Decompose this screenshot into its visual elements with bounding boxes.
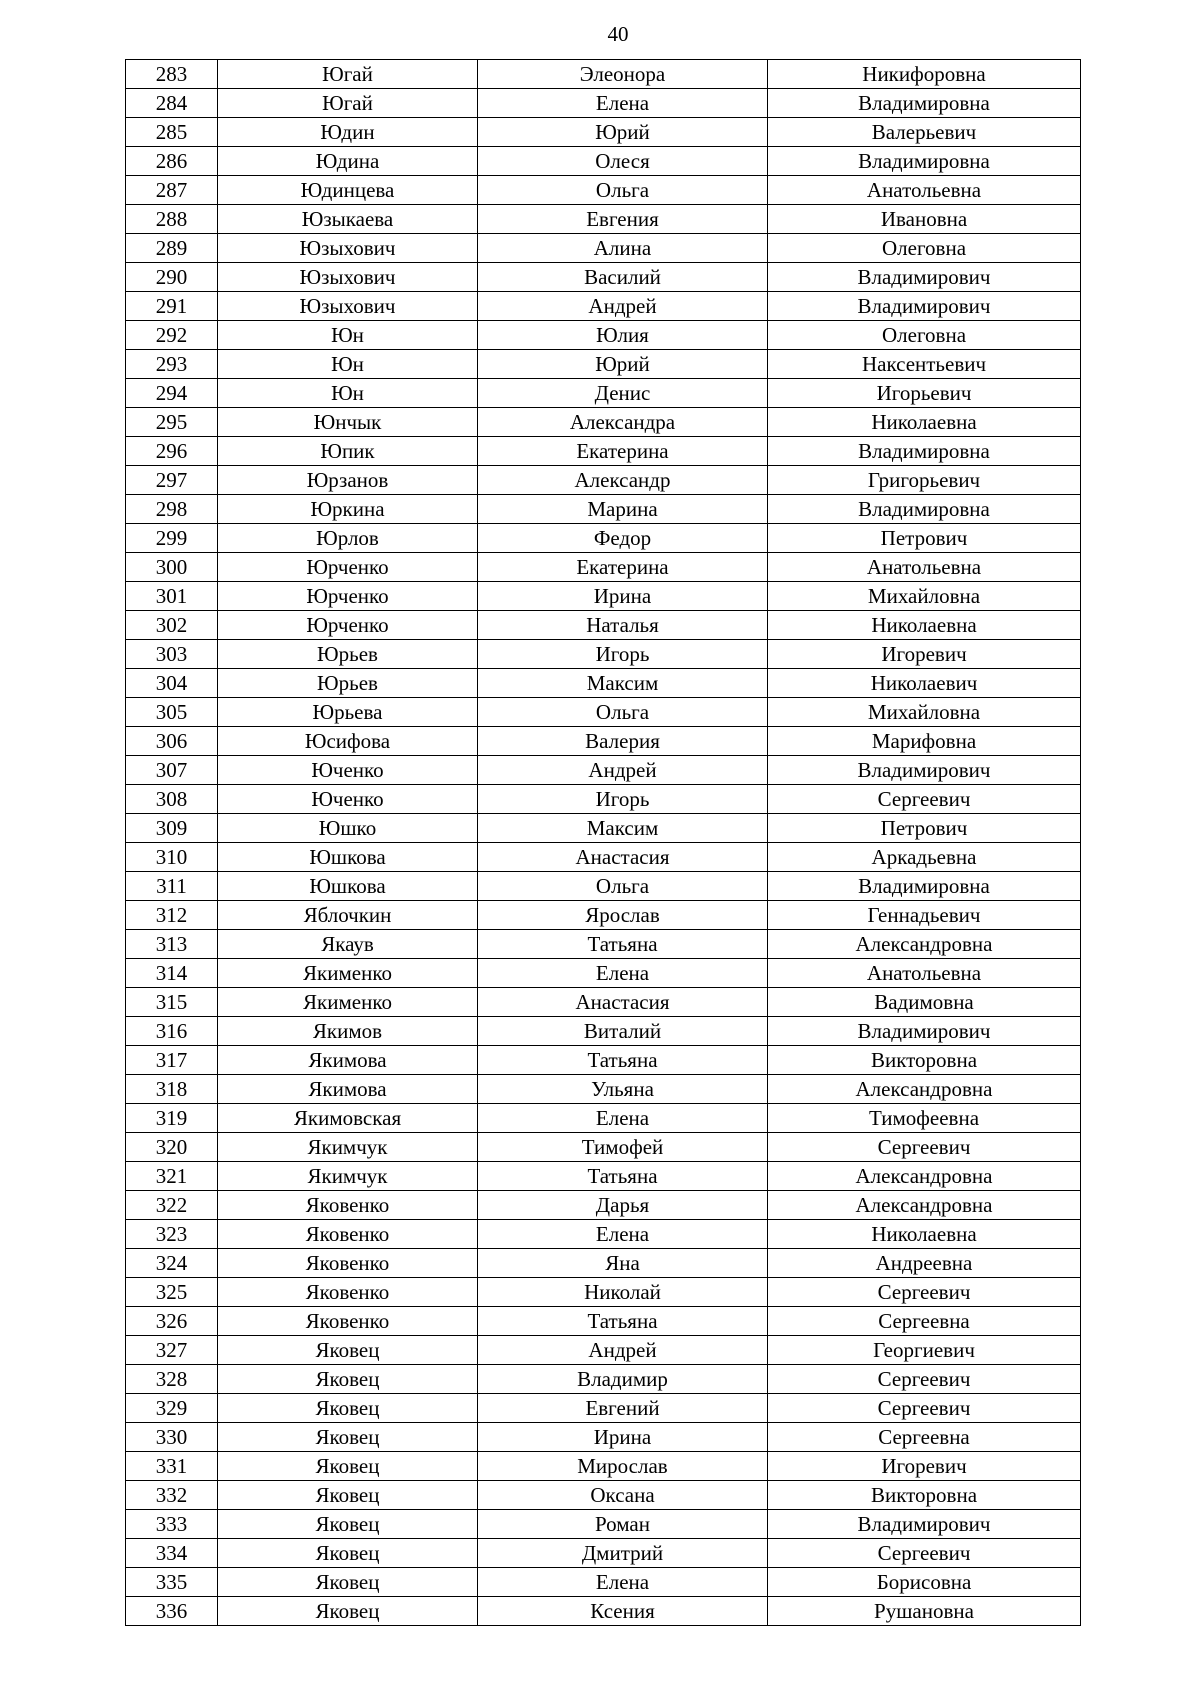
row-number-cell: 326 [126, 1307, 218, 1336]
last-name-cell: Яковец [218, 1481, 478, 1510]
table-row [126, 1220, 1081, 1249]
last-name-cell: Якимчук [218, 1162, 478, 1191]
last-name-cell: Юшко [218, 814, 478, 843]
patronymic-cell: Владимировна [768, 437, 1081, 466]
last-name-cell: Якимова [218, 1075, 478, 1104]
table-row [126, 1336, 1081, 1365]
first-name-cell: Денис [478, 379, 768, 408]
first-name-cell: Ольга [478, 698, 768, 727]
patronymic-cell: Александровна [768, 930, 1081, 959]
row-number-cell: 303 [126, 640, 218, 669]
first-name-cell: Игорь [478, 640, 768, 669]
row-number-cell: 324 [126, 1249, 218, 1278]
patronymic-cell: Владимировна [768, 495, 1081, 524]
patronymic-cell: Игоревич [768, 1452, 1081, 1481]
page-number: 40 [607, 22, 629, 46]
row-number-cell: 310 [126, 843, 218, 872]
table-row [126, 350, 1081, 379]
last-name-cell: Югай [218, 60, 478, 89]
patronymic-cell: Александровна [768, 1191, 1081, 1220]
first-name-cell: Федор [478, 524, 768, 553]
first-name-cell: Дарья [478, 1191, 768, 1220]
last-name-cell: Якимова [218, 1046, 478, 1075]
first-name-cell: Елена [478, 959, 768, 988]
row-number-cell: 296 [126, 437, 218, 466]
patronymic-cell: Вадимовна [768, 988, 1081, 1017]
last-name-cell: Юн [218, 350, 478, 379]
last-name-cell: Яковец [218, 1336, 478, 1365]
last-name-cell: Юрзанов [218, 466, 478, 495]
first-name-cell: Олеся [478, 147, 768, 176]
last-name-cell: Якаув [218, 930, 478, 959]
table-row [126, 1365, 1081, 1394]
first-name-cell: Татьяна [478, 930, 768, 959]
first-name-cell: Татьяна [478, 1046, 768, 1075]
last-name-cell: Яковенко [218, 1191, 478, 1220]
patronymic-cell: Александровна [768, 1162, 1081, 1191]
table-row [126, 1423, 1081, 1452]
first-name-cell: Виталий [478, 1017, 768, 1046]
row-number-cell: 297 [126, 466, 218, 495]
patronymic-cell: Игоревич [768, 640, 1081, 669]
patronymic-cell: Владимировна [768, 147, 1081, 176]
patronymic-cell: Владимирович [768, 756, 1081, 785]
row-number-cell: 301 [126, 582, 218, 611]
table-row [126, 1510, 1081, 1539]
first-name-cell: Евгения [478, 205, 768, 234]
last-name-cell: Юзыхович [218, 263, 478, 292]
persons-table-body [126, 60, 1081, 1626]
row-number-cell: 336 [126, 1597, 218, 1626]
row-number-cell: 316 [126, 1017, 218, 1046]
table-row [126, 408, 1081, 437]
table-row [126, 756, 1081, 785]
last-name-cell: Яковец [218, 1394, 478, 1423]
row-number-cell: 285 [126, 118, 218, 147]
last-name-cell: Юрченко [218, 582, 478, 611]
last-name-cell: Юдин [218, 118, 478, 147]
patronymic-cell: Сергеевич [768, 1365, 1081, 1394]
last-name-cell: Якименко [218, 959, 478, 988]
patronymic-cell: Сергеевна [768, 1423, 1081, 1452]
row-number-cell: 289 [126, 234, 218, 263]
first-name-cell: Александра [478, 408, 768, 437]
last-name-cell: Юркина [218, 495, 478, 524]
row-number-cell: 290 [126, 263, 218, 292]
row-number-cell: 293 [126, 350, 218, 379]
row-number-cell: 335 [126, 1568, 218, 1597]
patronymic-cell: Борисовна [768, 1568, 1081, 1597]
table-row [126, 89, 1081, 118]
table-row [126, 1278, 1081, 1307]
last-name-cell: Юрченко [218, 611, 478, 640]
row-number-cell: 325 [126, 1278, 218, 1307]
last-name-cell: Якименко [218, 988, 478, 1017]
row-number-cell: 314 [126, 959, 218, 988]
patronymic-cell: Георгиевич [768, 1336, 1081, 1365]
last-name-cell: Юченко [218, 785, 478, 814]
patronymic-cell: Владимирович [768, 263, 1081, 292]
last-name-cell: Юзыкаева [218, 205, 478, 234]
patronymic-cell: Анатольевна [768, 176, 1081, 205]
persons-table [125, 59, 1081, 1626]
row-number-cell: 288 [126, 205, 218, 234]
patronymic-cell: Григорьевич [768, 466, 1081, 495]
patronymic-cell: Олеговна [768, 321, 1081, 350]
table-row [126, 988, 1081, 1017]
table-row [126, 582, 1081, 611]
last-name-cell: Юшкова [218, 843, 478, 872]
last-name-cell: Юрьева [218, 698, 478, 727]
last-name-cell: Юпик [218, 437, 478, 466]
patronymic-cell: Николаевич [768, 669, 1081, 698]
row-number-cell: 334 [126, 1539, 218, 1568]
table-row [126, 1249, 1081, 1278]
first-name-cell: Максим [478, 669, 768, 698]
table-row [126, 553, 1081, 582]
patronymic-cell: Николаевна [768, 1220, 1081, 1249]
last-name-cell: Яковенко [218, 1278, 478, 1307]
patronymic-cell: Рушановна [768, 1597, 1081, 1626]
last-name-cell: Юзыхович [218, 234, 478, 263]
last-name-cell: Яковец [218, 1568, 478, 1597]
row-number-cell: 286 [126, 147, 218, 176]
first-name-cell: Яна [478, 1249, 768, 1278]
first-name-cell: Валерия [478, 727, 768, 756]
patronymic-cell: Никифоровна [768, 60, 1081, 89]
last-name-cell: Яковенко [218, 1307, 478, 1336]
last-name-cell: Яковец [218, 1510, 478, 1539]
table-row [126, 263, 1081, 292]
first-name-cell: Юрий [478, 118, 768, 147]
last-name-cell: Юн [218, 321, 478, 350]
first-name-cell: Ксения [478, 1597, 768, 1626]
patronymic-cell: Владимирович [768, 1017, 1081, 1046]
last-name-cell: Юшкова [218, 872, 478, 901]
last-name-cell: Юченко [218, 756, 478, 785]
last-name-cell: Якимчук [218, 1133, 478, 1162]
first-name-cell: Андрей [478, 1336, 768, 1365]
first-name-cell: Татьяна [478, 1307, 768, 1336]
row-number-cell: 319 [126, 1104, 218, 1133]
table-row [126, 321, 1081, 350]
last-name-cell: Юн [218, 379, 478, 408]
patronymic-cell: Сергеевна [768, 1307, 1081, 1336]
last-name-cell: Яковенко [218, 1249, 478, 1278]
patronymic-cell: Петрович [768, 814, 1081, 843]
table-row [126, 930, 1081, 959]
first-name-cell: Ирина [478, 582, 768, 611]
table-row [126, 176, 1081, 205]
table-row [126, 466, 1081, 495]
table-row [126, 1568, 1081, 1597]
patronymic-cell: Сергеевич [768, 1394, 1081, 1423]
row-number-cell: 283 [126, 60, 218, 89]
row-number-cell: 292 [126, 321, 218, 350]
row-number-cell: 308 [126, 785, 218, 814]
last-name-cell: Яковец [218, 1423, 478, 1452]
patronymic-cell: Сергеевич [768, 1539, 1081, 1568]
row-number-cell: 321 [126, 1162, 218, 1191]
table-row [126, 60, 1081, 89]
row-number-cell: 329 [126, 1394, 218, 1423]
first-name-cell: Тимофей [478, 1133, 768, 1162]
row-number-cell: 295 [126, 408, 218, 437]
last-name-cell: Юсифова [218, 727, 478, 756]
first-name-cell: Роман [478, 1510, 768, 1539]
row-number-cell: 307 [126, 756, 218, 785]
row-number-cell: 306 [126, 727, 218, 756]
patronymic-cell: Андреевна [768, 1249, 1081, 1278]
patronymic-cell: Михайловна [768, 698, 1081, 727]
row-number-cell: 302 [126, 611, 218, 640]
patronymic-cell: Геннадьевич [768, 901, 1081, 930]
first-name-cell: Анастасия [478, 988, 768, 1017]
first-name-cell: Алина [478, 234, 768, 263]
table-row [126, 698, 1081, 727]
first-name-cell: Марина [478, 495, 768, 524]
table-row [126, 1481, 1081, 1510]
table-row [126, 1017, 1081, 1046]
row-number-cell: 313 [126, 930, 218, 959]
row-number-cell: 311 [126, 872, 218, 901]
first-name-cell: Николай [478, 1278, 768, 1307]
table-row [126, 1597, 1081, 1626]
last-name-cell: Юрченко [218, 553, 478, 582]
patronymic-cell: Владимировна [768, 89, 1081, 118]
patronymic-cell: Сергеевич [768, 785, 1081, 814]
row-number-cell: 291 [126, 292, 218, 321]
first-name-cell: Мирослав [478, 1452, 768, 1481]
table-row [126, 872, 1081, 901]
row-number-cell: 287 [126, 176, 218, 205]
row-number-cell: 327 [126, 1336, 218, 1365]
first-name-cell: Ольга [478, 872, 768, 901]
table-row [126, 1307, 1081, 1336]
table-row [126, 727, 1081, 756]
patronymic-cell: Александровна [768, 1075, 1081, 1104]
patronymic-cell: Анатольевна [768, 959, 1081, 988]
first-name-cell: Ярослав [478, 901, 768, 930]
patronymic-cell: Игорьевич [768, 379, 1081, 408]
first-name-cell: Александр [478, 466, 768, 495]
row-number-cell: 312 [126, 901, 218, 930]
last-name-cell: Юрьев [218, 640, 478, 669]
patronymic-cell: Петрович [768, 524, 1081, 553]
patronymic-cell: Викторовна [768, 1481, 1081, 1510]
row-number-cell: 315 [126, 988, 218, 1017]
last-name-cell: Юрьев [218, 669, 478, 698]
row-number-cell: 284 [126, 89, 218, 118]
last-name-cell: Якимовская [218, 1104, 478, 1133]
first-name-cell: Ирина [478, 1423, 768, 1452]
row-number-cell: 318 [126, 1075, 218, 1104]
first-name-cell: Максим [478, 814, 768, 843]
row-number-cell: 298 [126, 495, 218, 524]
row-number-cell: 305 [126, 698, 218, 727]
first-name-cell: Ульяна [478, 1075, 768, 1104]
patronymic-cell: Сергеевич [768, 1133, 1081, 1162]
patronymic-cell: Наксентьевич [768, 350, 1081, 379]
table-row [126, 814, 1081, 843]
first-name-cell: Владимир [478, 1365, 768, 1394]
last-name-cell: Яблочкин [218, 901, 478, 930]
first-name-cell: Элеонора [478, 60, 768, 89]
patronymic-cell: Валерьевич [768, 118, 1081, 147]
table-row [126, 147, 1081, 176]
first-name-cell: Наталья [478, 611, 768, 640]
row-number-cell: 322 [126, 1191, 218, 1220]
first-name-cell: Елена [478, 1220, 768, 1249]
table-row [126, 1539, 1081, 1568]
table-row [126, 1162, 1081, 1191]
last-name-cell: Яковец [218, 1365, 478, 1394]
row-number-cell: 331 [126, 1452, 218, 1481]
last-name-cell: Юрлов [218, 524, 478, 553]
table-row [126, 785, 1081, 814]
row-number-cell: 332 [126, 1481, 218, 1510]
patronymic-cell: Викторовна [768, 1046, 1081, 1075]
patronymic-cell: Сергеевич [768, 1278, 1081, 1307]
patronymic-cell: Николаевна [768, 408, 1081, 437]
row-number-cell: 309 [126, 814, 218, 843]
first-name-cell: Елена [478, 89, 768, 118]
last-name-cell: Юдинцева [218, 176, 478, 205]
patronymic-cell: Владимирович [768, 292, 1081, 321]
first-name-cell: Василий [478, 263, 768, 292]
patronymic-cell: Марифовна [768, 727, 1081, 756]
first-name-cell: Юлия [478, 321, 768, 350]
table-row [126, 1133, 1081, 1162]
table-row [126, 611, 1081, 640]
row-number-cell: 299 [126, 524, 218, 553]
first-name-cell: Ольга [478, 176, 768, 205]
patronymic-cell: Михайловна [768, 582, 1081, 611]
table-row [126, 959, 1081, 988]
last-name-cell: Юдина [218, 147, 478, 176]
patronymic-cell: Николаевна [768, 611, 1081, 640]
first-name-cell: Елена [478, 1568, 768, 1597]
patronymic-cell: Олеговна [768, 234, 1081, 263]
last-name-cell: Яковенко [218, 1220, 478, 1249]
table-row [126, 205, 1081, 234]
last-name-cell: Югай [218, 89, 478, 118]
patronymic-cell: Аркадьевна [768, 843, 1081, 872]
last-name-cell: Юзыхович [218, 292, 478, 321]
table-row [126, 437, 1081, 466]
table-row [126, 524, 1081, 553]
table-row [126, 1394, 1081, 1423]
row-number-cell: 294 [126, 379, 218, 408]
first-name-cell: Андрей [478, 292, 768, 321]
first-name-cell: Игорь [478, 785, 768, 814]
patronymic-cell: Тимофеевна [768, 1104, 1081, 1133]
first-name-cell: Екатерина [478, 437, 768, 466]
first-name-cell: Елена [478, 1104, 768, 1133]
first-name-cell: Татьяна [478, 1162, 768, 1191]
row-number-cell: 304 [126, 669, 218, 698]
patronymic-cell: Владимирович [768, 1510, 1081, 1539]
last-name-cell: Яковец [218, 1539, 478, 1568]
last-name-cell: Яковец [218, 1597, 478, 1626]
table-row [126, 843, 1081, 872]
table-row [126, 640, 1081, 669]
table-row [126, 1191, 1081, 1220]
row-number-cell: 320 [126, 1133, 218, 1162]
table-row [126, 669, 1081, 698]
row-number-cell: 333 [126, 1510, 218, 1539]
table-row [126, 495, 1081, 524]
first-name-cell: Дмитрий [478, 1539, 768, 1568]
last-name-cell: Яковец [218, 1452, 478, 1481]
table-row [126, 1046, 1081, 1075]
table-row [126, 1104, 1081, 1133]
row-number-cell: 323 [126, 1220, 218, 1249]
table-row [126, 292, 1081, 321]
patronymic-cell: Владимировна [768, 872, 1081, 901]
table-row [126, 1075, 1081, 1104]
first-name-cell: Андрей [478, 756, 768, 785]
row-number-cell: 300 [126, 553, 218, 582]
row-number-cell: 328 [126, 1365, 218, 1394]
first-name-cell: Екатерина [478, 553, 768, 582]
patronymic-cell: Анатольевна [768, 553, 1081, 582]
last-name-cell: Якимов [218, 1017, 478, 1046]
row-number-cell: 330 [126, 1423, 218, 1452]
table-row [126, 1452, 1081, 1481]
row-number-cell: 317 [126, 1046, 218, 1075]
table-row [126, 234, 1081, 263]
first-name-cell: Анастасия [478, 843, 768, 872]
first-name-cell: Оксана [478, 1481, 768, 1510]
first-name-cell: Юрий [478, 350, 768, 379]
table-row [126, 379, 1081, 408]
table-row [126, 118, 1081, 147]
patronymic-cell: Ивановна [768, 205, 1081, 234]
first-name-cell: Евгений [478, 1394, 768, 1423]
table-row [126, 901, 1081, 930]
last-name-cell: Юнчык [218, 408, 478, 437]
